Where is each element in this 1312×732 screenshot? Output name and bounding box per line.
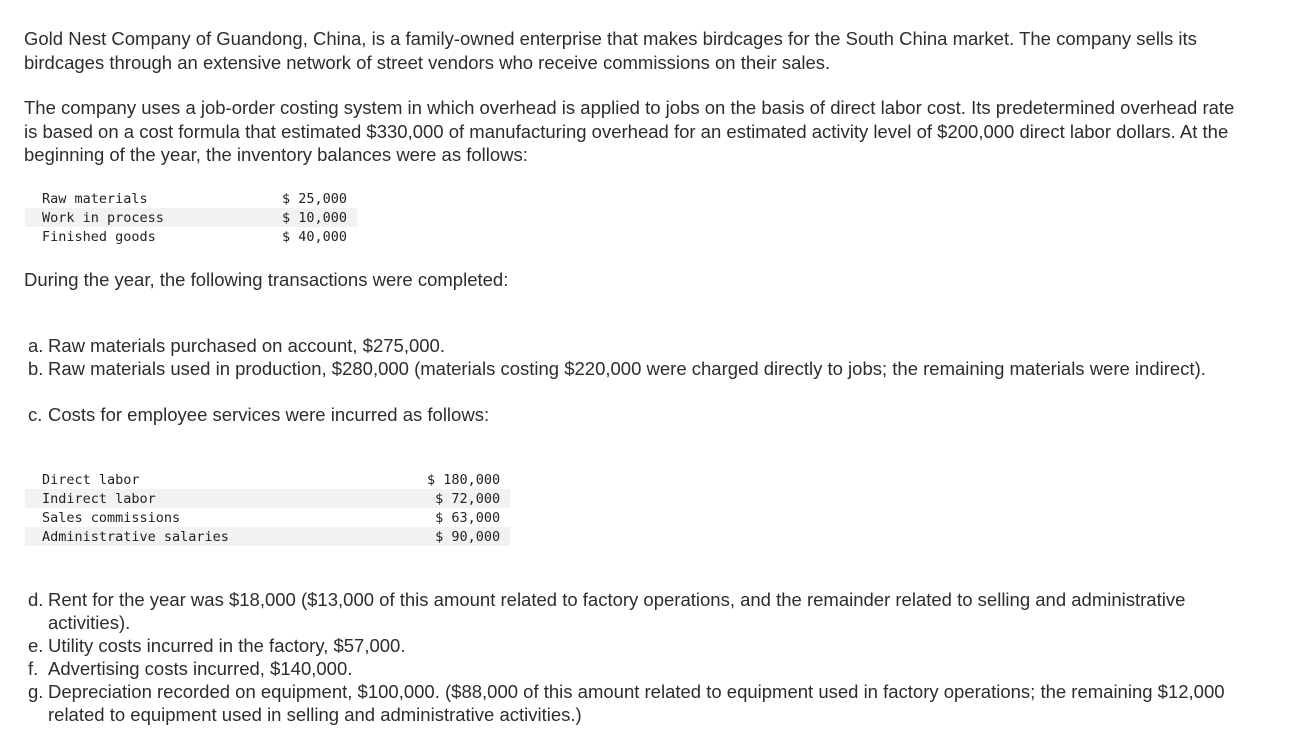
- employee-costs-table: [25, 470, 510, 546]
- during-year-text: During the year, the following transactions were completed:: [24, 269, 509, 290]
- intro-paragraph-2: The company uses a job-order costing system in which overhead is applied to jobs on the basis of direct labor cost. Its predetermined overhead rate is based on a cost formula that estimated $330,000 of manufacturing overhead for an estimated activity level of $200,000 direct labor dollars. At the beginning of the year, the inventory balances were as follows:: [24, 97, 1235, 165]
- item-text: Costs for employee services were incurred as follows:: [48, 404, 490, 425]
- table-row: [25, 227, 357, 246]
- table-row: [25, 470, 510, 489]
- item-label: g.: [28, 681, 44, 702]
- cost-label: Indirect labor: [25, 489, 427, 508]
- table-row: [25, 527, 510, 546]
- item-text: Depreciation recorded on equipment, $100,000. ($88,000 of this amount related to equipment used in factory operations; the remaining $12,000 related to equipment used in selling and administrative activities.): [48, 681, 1225, 725]
- inventory-amount: $ 40,000: [282, 228, 348, 245]
- intro-paragraph-1: Gold Nest Company of Guandong, China, is a family-owned enterprise that makes birdcages for the South China market. The company sells its birdcages through an extensive network of street vendors who receive commissions on their sales.: [24, 28, 1197, 73]
- inventory-label: Finished goods: [42, 228, 156, 245]
- inventory-label: Work in process: [25, 208, 282, 227]
- cost-amount: $ 90,000: [427, 527, 510, 546]
- item-text: Utility costs incurred in the factory, $57,000.: [48, 635, 406, 656]
- cost-label: Sales commissions: [42, 509, 181, 526]
- transaction-e: [28, 634, 1248, 657]
- cost-label: Direct labor: [42, 471, 140, 488]
- item-label: b.: [28, 358, 44, 379]
- item-label: f.: [28, 658, 39, 679]
- inventory-amount: $ 10,000: [282, 208, 357, 227]
- item-label: e.: [28, 635, 44, 656]
- transaction-d: [28, 588, 1248, 634]
- cost-amount: $ 180,000: [427, 471, 501, 488]
- item-text: Raw materials purchased on account, $275,000.: [48, 335, 445, 356]
- cost-amount: $ 63,000: [435, 509, 501, 526]
- table-row: [25, 508, 510, 527]
- item-text: Advertising costs incurred, $140,000.: [48, 658, 353, 679]
- transaction-f: [28, 657, 1248, 680]
- item-label: c.: [28, 404, 43, 425]
- item-label: a.: [28, 335, 44, 356]
- inventory-amount: $ 25,000: [282, 190, 348, 207]
- transaction-a: [28, 334, 1248, 357]
- item-text: Raw materials used in production, $280,000 (materials costing $220,000 were charged directly to jobs; the remaining materials were indirect).: [48, 358, 1206, 379]
- transaction-b: [28, 357, 1248, 380]
- item-label: d.: [28, 589, 44, 610]
- cost-amount: $ 72,000: [427, 489, 510, 508]
- transaction-c: [28, 403, 1248, 426]
- table-row: [25, 489, 510, 508]
- item-text: Rent for the year was $18,000 ($13,000 of this amount related to factory operations, and the remainder related to selling and administrative activities).: [48, 589, 1186, 633]
- table-row: [25, 208, 357, 227]
- table-row: [25, 189, 357, 208]
- inventory-label: Raw materials: [42, 190, 148, 207]
- transaction-g: [28, 680, 1248, 726]
- cost-label: Administrative salaries: [25, 527, 427, 546]
- inventory-balances-table: [25, 189, 357, 246]
